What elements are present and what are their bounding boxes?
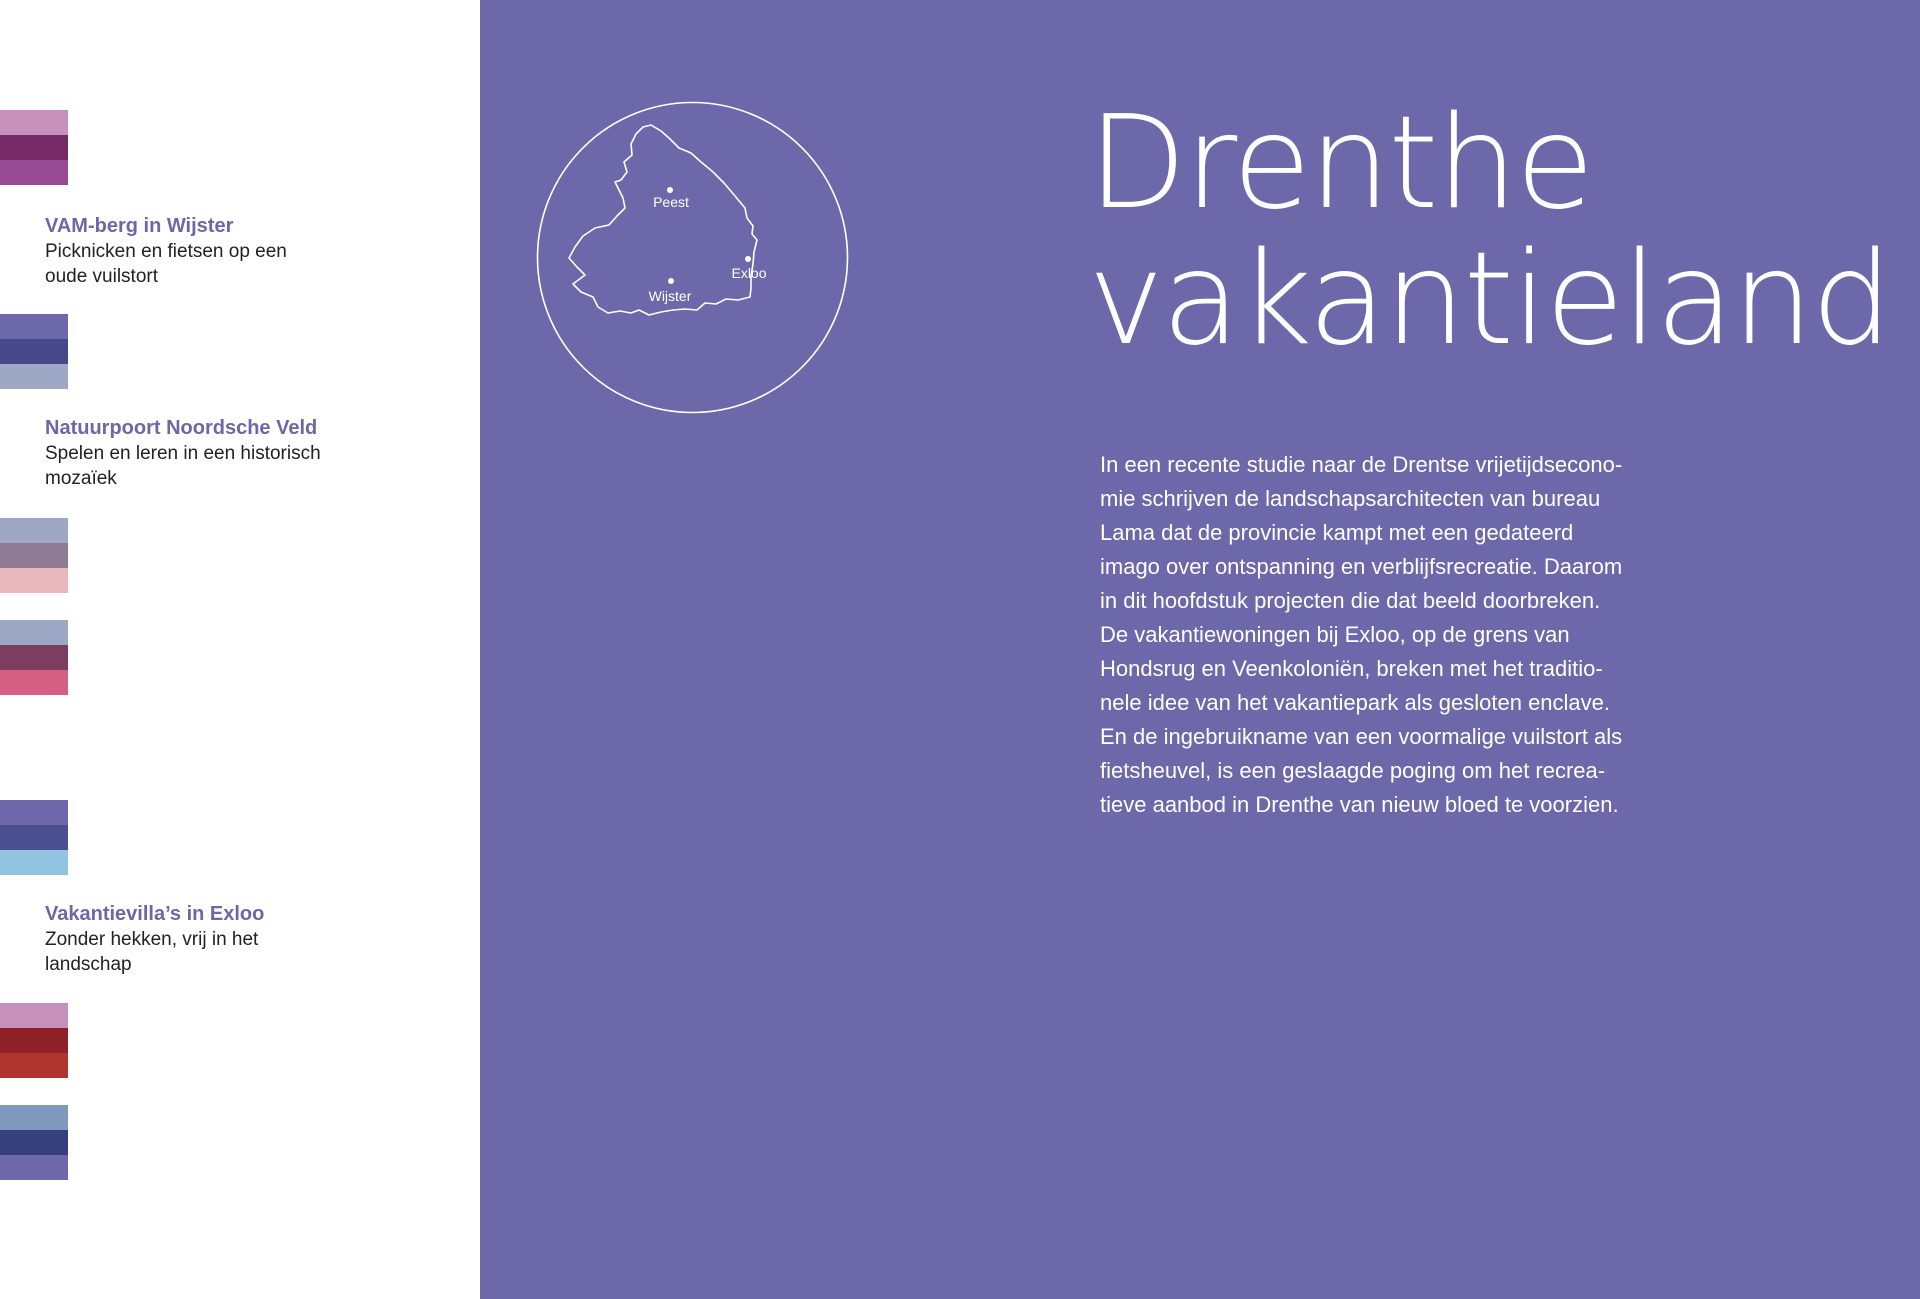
- intro-line: mie schrijven de landschapsarchitecten van bureau: [1100, 486, 1601, 511]
- drenthe-map-icon: [535, 100, 850, 415]
- color-swatch-4: [0, 620, 68, 695]
- swatch-band: [0, 850, 68, 875]
- swatch-band: [0, 364, 68, 389]
- swatch-band: [0, 620, 68, 645]
- project-description-line: landschap: [45, 954, 132, 975]
- swatch-band: [0, 160, 68, 185]
- page-title-line-2: vakantieland: [1088, 225, 1891, 374]
- color-swatch-2: [0, 314, 68, 389]
- intro-line: tieve aanbod in Drenthe van nieuw bloed te voorzien.: [1100, 792, 1619, 817]
- map-dot-peest: [667, 187, 673, 193]
- intro-line: En de ingebruikname van een voormalige vuilstort als: [1100, 724, 1623, 749]
- project-title: Vakantievilla’s in Exloo: [45, 903, 265, 925]
- intro-paragraph: [1100, 448, 1700, 822]
- swatch-band: [0, 1003, 68, 1028]
- map-dot-exloo: [745, 256, 751, 262]
- intro-line: Lama dat de provincie kampt met een gedateerd: [1100, 520, 1574, 545]
- intro-line: Hondsrug en Veenkoloniën, breken met het traditio-: [1100, 656, 1603, 681]
- color-swatch-5: [0, 800, 68, 875]
- map-label-exloo: Exloo: [731, 265, 767, 281]
- swatch-band: [0, 568, 68, 593]
- swatch-band: [0, 135, 68, 160]
- project-description-line: Spelen en leren in een historisch: [45, 443, 321, 464]
- swatch-band: [0, 518, 68, 543]
- intro-line: De vakantiewoningen bij Exloo, op de grens van: [1100, 622, 1570, 647]
- color-swatch-7: [0, 1105, 68, 1180]
- project-description: [45, 441, 365, 491]
- intro-line: In een recente studie naar de Drentse vrijetijdsecono-: [1100, 452, 1623, 477]
- swatch-band: [0, 543, 68, 568]
- project-description: [45, 927, 365, 977]
- color-swatch-3: [0, 518, 68, 593]
- swatch-band: [0, 1105, 68, 1130]
- right-panel: [480, 0, 1920, 1299]
- swatch-band: [0, 800, 68, 825]
- map-dot-wijster: [668, 278, 674, 284]
- map-label-wijster: Wijster: [648, 288, 692, 304]
- page-title-line-1: Drenthe: [1088, 89, 1593, 238]
- project-description-line: mozaïek: [45, 468, 117, 489]
- swatch-band: [0, 314, 68, 339]
- color-swatch-1: [0, 110, 68, 185]
- swatch-band: [0, 825, 68, 850]
- swatch-band: [0, 1155, 68, 1180]
- intro-line: fietsheuvel, is een geslaagde poging om het recrea-: [1100, 758, 1606, 783]
- swatch-band: [0, 670, 68, 695]
- page-title: [1088, 89, 1891, 374]
- project-description: [45, 239, 365, 289]
- project-title: Natuurpoort Noordsche Veld: [45, 417, 318, 439]
- map-circle-outline: [538, 103, 848, 413]
- swatch-band: [0, 110, 68, 135]
- project-vakantievillas: [45, 902, 365, 977]
- map-label-peest: Peest: [653, 194, 689, 210]
- project-description-line: oude vuilstort: [45, 266, 159, 287]
- swatch-band: [0, 339, 68, 364]
- intro-line: nele idee van het vakantiepark als gesloten enclave.: [1100, 690, 1611, 715]
- swatch-band: [0, 645, 68, 670]
- project-title: VAM-berg in Wijster: [45, 215, 234, 237]
- swatch-band: [0, 1028, 68, 1053]
- left-panel: [0, 0, 480, 1299]
- project-vam-berg: [45, 214, 365, 289]
- project-description-line: Picknicken en fietsen op een: [45, 241, 287, 262]
- swatch-band: [0, 1130, 68, 1155]
- intro-line: imago over ontspanning en verblijfsrecreatie. Daarom: [1100, 554, 1623, 579]
- project-natuurpoort: [45, 416, 365, 491]
- intro-line: in dit hoofdstuk projecten die dat beeld doorbreken.: [1100, 588, 1601, 613]
- drenthe-outline: [569, 125, 757, 315]
- color-swatch-6: [0, 1003, 68, 1078]
- swatch-band: [0, 1053, 68, 1078]
- project-description-line: Zonder hekken, vrij in het: [45, 929, 259, 950]
